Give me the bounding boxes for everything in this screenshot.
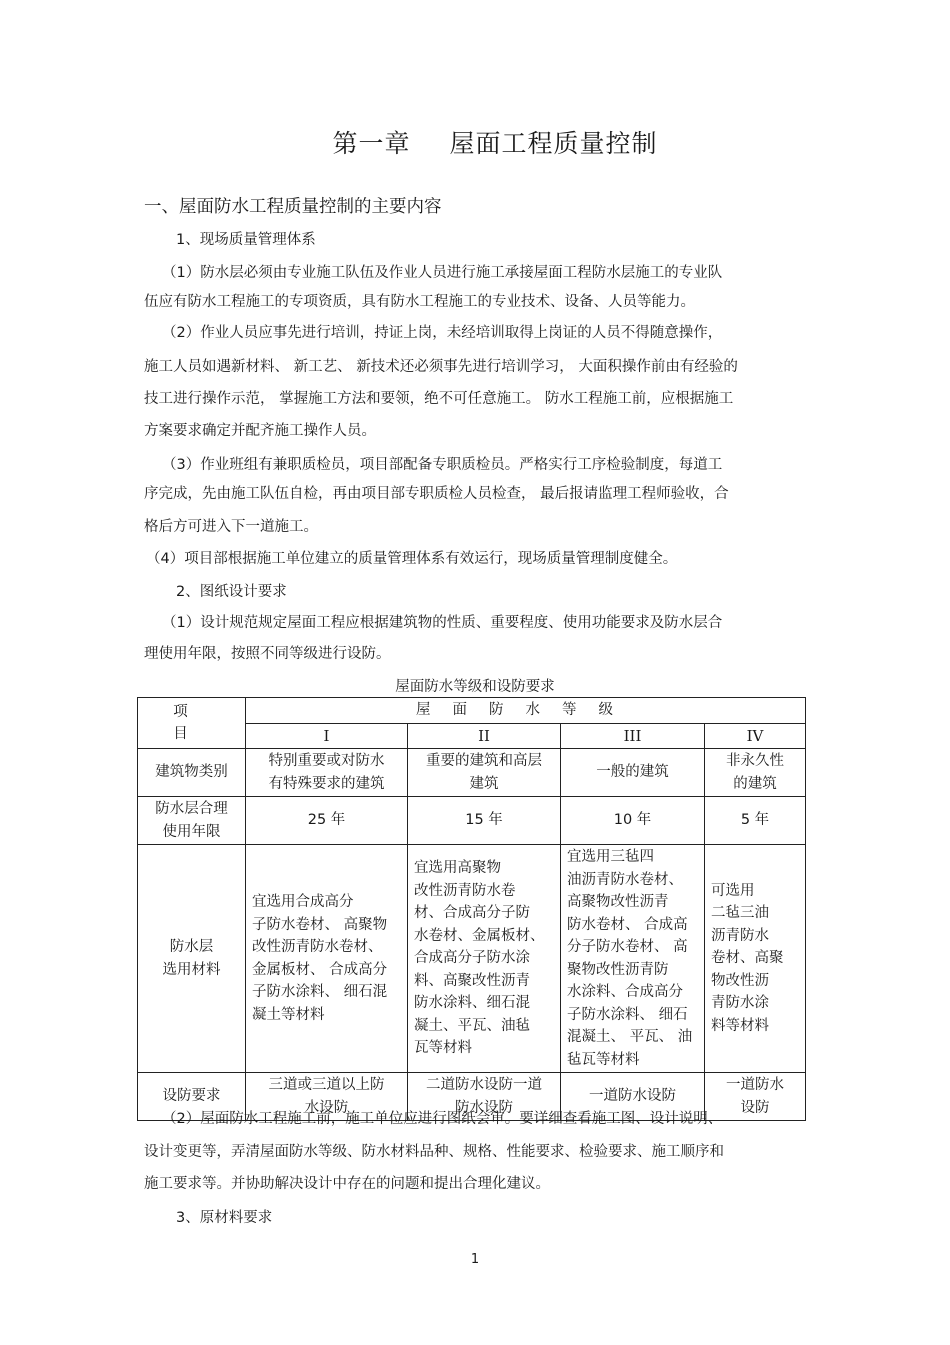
table-caption: 屋面防水等级和设防要求	[395, 679, 555, 695]
paragraph-line: （1）设计规范规定屋面工程应根据建筑物的性质、重要程度、使用功能要求及防水层合	[162, 615, 723, 631]
table-cell: 5 年	[705, 797, 806, 845]
grade-header: III	[561, 723, 705, 749]
table-cell: 宜选用高聚物 改性沥青防水卷 材、合成高分子防 水卷材、金属板材、 合成高分子防水涂 料、高聚改性沥青 防水涂料、细石混 凝土、平瓦、油毡 瓦等材料	[408, 845, 561, 1073]
grade-header: IV	[705, 723, 806, 749]
subheading-drawing-requirements: 2、图纸设计要求	[176, 584, 287, 600]
table-cell: 非永久性 的建筑	[705, 749, 806, 797]
paragraph-line: 理使用年限，按照不同等级进行设防。	[144, 646, 391, 662]
table-cell: 一般的建筑	[561, 749, 705, 797]
table-cell: 15 年	[408, 797, 561, 845]
table-cell: 三道或三道以上防 水设防	[246, 1073, 408, 1121]
table-cell: 宜选用合成高分 子防水卷材、 高聚物 改性沥青防水卷材、 金属板材、 合成高分 子防水涂料、 细石混 凝土等材料	[246, 845, 408, 1073]
paragraph-line: 方案要求确定并配齐施工操作人员。	[144, 423, 376, 439]
paragraph-line: 格后方可进入下一道施工。	[144, 519, 318, 535]
paragraph-line: 技工进行操作示范， 掌握施工方法和要领，绝不可任意施工。 防水工程施工前，应根据施工	[144, 391, 734, 407]
paragraph-line: （3）作业班组有兼职质检员，项目部配备专职质检员。严格实行工序检验制度，每道工	[162, 457, 723, 473]
table-cell: 一道防水 设防	[705, 1073, 806, 1121]
waterproof-grade-table	[137, 697, 806, 1121]
paragraph-line: 施工要求等。并协助解决设计中存在的问题和提出合理化建议。	[144, 1176, 550, 1192]
paragraph-line: 设计变更等，弄清屋面防水等级、防水材料品种、规格、性能要求、检验要求、施工顺序和	[144, 1144, 724, 1160]
paragraph-line: （2）作业人员应事先进行培训，持证上岗，未经培训取得上岗证的人员不得随意操作，	[162, 325, 723, 341]
table-cell: 重要的建筑和高层 建筑	[408, 749, 561, 797]
subheading-raw-materials: 3、原材料要求	[176, 1210, 273, 1226]
grade-header: I	[246, 723, 408, 749]
grade-header: II	[408, 723, 561, 749]
table-cell: 一道防水设防	[561, 1073, 705, 1121]
paragraph-line: 序完成，先由施工队伍自检，再由项目部专职质检人员检查， 最后报请监理工程师验收，合	[144, 486, 729, 502]
paragraph-line: （1）防水层必须由专业施工队伍及作业人员进行施工承接屋面工程防水层施工的专业队	[162, 265, 723, 281]
table-cell: 特别重要或对防水 有特殊要求的建筑	[246, 749, 408, 797]
table-cell: 宜选用三毡四 油沥青防水卷材、 高聚物改性沥青 防水卷材、 合成高 分子防水卷材、 高 聚物改性沥青防 水涂料、合成高分 子防水涂料、 细石 混凝土、 平瓦、 油 毡瓦等材料	[561, 845, 705, 1073]
row-label: 防水层合理 使用年限	[138, 797, 246, 845]
section-heading: 一、屋面防水工程质量控制的主要内容	[144, 197, 442, 217]
paragraph-line: 施工人员如遇新材料、 新工艺、 新技术还必须事先进行培训学习， 大面积操作前由有经验的	[144, 359, 738, 375]
row-label: 设防要求	[138, 1073, 246, 1121]
subheading-quality-system: 1、现场质量管理体系	[176, 232, 316, 248]
page-number: 1	[470, 1252, 480, 1267]
table-cell: 可选用 二毡三油 沥青防水 卷材、高聚 物改性沥 青防水涂 料等材料	[705, 845, 806, 1073]
header-item-cell: 项 目	[138, 698, 246, 749]
table-cell: 10 年	[561, 797, 705, 845]
table-cell: 二道防水设防一道 防水设防	[408, 1073, 561, 1121]
paragraph-line: 伍应有防水工程施工的专项资质，具有防水工程施工的专业技术、设备、人员等能力。	[144, 294, 695, 310]
row-label: 建筑物类别	[138, 749, 246, 797]
paragraph-line: （4）项目部根据施工单位建立的质量管理体系有效运行，现场质量管理制度健全。	[146, 551, 678, 567]
header-group-cell: 屋面防水等级	[246, 698, 806, 724]
page-title: 第一章 屋面工程质量控制	[332, 129, 658, 158]
row-label: 防水层 选用材料	[138, 845, 246, 1073]
paragraph-line: （2）屋面防水工程施工前，施工单位应进行图纸会审。要详细查看施工图、设计说明、	[162, 1111, 723, 1127]
table-cell: 25 年	[246, 797, 408, 845]
